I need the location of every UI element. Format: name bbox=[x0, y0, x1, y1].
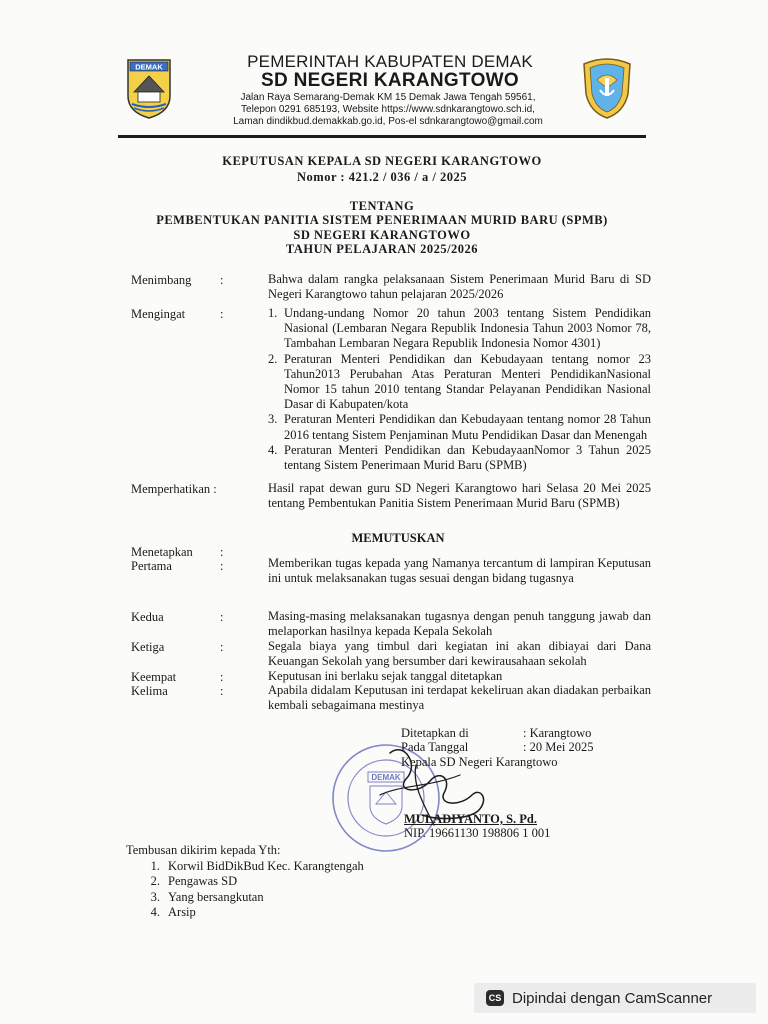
list-item bbox=[126, 890, 364, 906]
camscanner-text: Dipindai dengan CamScanner bbox=[512, 989, 713, 1007]
keempat-text: Keputusan ini berlaku sejak tanggal ditetapkan bbox=[268, 669, 503, 683]
principal-nip: NIP. 19661130 198806 1 001 bbox=[404, 826, 551, 840]
header-divider bbox=[118, 135, 646, 138]
list-item bbox=[268, 306, 651, 352]
list-item bbox=[126, 859, 364, 875]
decree-subject-2: SD NEGERI KARANGTOWO bbox=[293, 228, 471, 242]
list-item bbox=[126, 905, 364, 921]
memperhatikan-text: Hasil rapat dewan guru SD Negeri Karangtowo hari Selasa 20 Mei 2025 tentang Pembentukan Panitia Sistem Penerimaan Murid Baru (SPMB) bbox=[268, 481, 651, 511]
list-item-number: 1. bbox=[268, 306, 278, 320]
kelima-colon: : bbox=[220, 684, 224, 698]
list-item-text: Pengawas SD bbox=[168, 874, 238, 888]
left-logo-text: DEMAK bbox=[135, 62, 163, 72]
list-item-number: 4. bbox=[268, 442, 278, 457]
list-item-number: 1. bbox=[150, 858, 160, 873]
menetapkan-colon: : bbox=[220, 545, 224, 559]
kedua-colon: : bbox=[220, 610, 224, 624]
list-item bbox=[268, 443, 651, 473]
keempat-label: Keempat bbox=[131, 670, 177, 684]
decree-number: Nomor : 421.2 / 036 / a / 2025 bbox=[297, 170, 467, 184]
menimbang-colon: : bbox=[220, 273, 224, 287]
tembusan-heading: Tembusan dikirim kepada Yth: bbox=[126, 843, 281, 857]
menimbang-label: Menimbang bbox=[131, 273, 192, 287]
decree-subject-3: TAHUN PELAJARAN 2025/2026 bbox=[285, 242, 479, 256]
pertama-label: Pertama bbox=[131, 559, 172, 573]
list-item-number: 2. bbox=[268, 351, 278, 366]
pertama-colon: : bbox=[220, 559, 224, 573]
demak-regency-crest-icon bbox=[124, 56, 174, 120]
kelima-text: Apabila didalam Keputusan ini terdapat kekeliruan akan diadakan perbaikan kembali sebagaimana mestinya bbox=[268, 683, 651, 713]
list-item-text: Undang-undang Nomor 20 tahun 2003 tentang Sistem Pendidikan Nasional (Lembaran Negara Republik Indonesia Tahun 2003 Nomor 78, Tambahan Lembaran Negara Republik Indonesia Nomor 4301) bbox=[284, 306, 651, 351]
list-item-text: Yang bersangkutan bbox=[168, 889, 264, 904]
mengingat-label: Mengingat bbox=[131, 307, 186, 321]
list-item-text: Korwil BidDikBud Kec. Karangtengah bbox=[168, 858, 364, 873]
government-name: PEMERINTAH KABUPATEN DEMAK bbox=[247, 52, 533, 71]
list-item-number: 3. bbox=[150, 889, 160, 904]
pertama-text: Memberikan tugas kepada yang Namanya tercantum di lampiran Keputusan ini untuk melaksanakan tugas sesuai dengan bidang tugasnya bbox=[268, 556, 651, 586]
camscanner-watermark bbox=[474, 983, 756, 1013]
list-item-text: Peraturan Menteri Pendidikan dan Kebudayaan tentang nomor 23 Tahun2013 Perubahan Atas Peraturan Menteri PendidikanNasional Nomor 15 tahun 2010 tentang Standar Pelayanan Pendidikan Nasional Dasar di Kabupaten/kota bbox=[284, 351, 651, 412]
address-line-3: Laman dindikbud.demakkab.go.id, Pos-el sdnkarangtowo@gmail.com bbox=[233, 116, 543, 127]
ditetapkan-label: Ditetapkan di bbox=[401, 726, 469, 740]
tembusan-list bbox=[126, 859, 364, 921]
kelima-label: Kelima bbox=[131, 684, 168, 698]
mengingat-list bbox=[268, 306, 651, 473]
camscanner-logo-icon: CS bbox=[486, 990, 504, 1006]
list-item-number: 2. bbox=[150, 874, 160, 888]
list-item bbox=[268, 412, 651, 442]
address-line-2: Telepon 0291 685193, Website https://www.sdnkarangtowo.sch.id, bbox=[241, 104, 535, 115]
ditetapkan-value: : Karangtowo bbox=[523, 726, 592, 740]
ketiga-colon: : bbox=[220, 640, 224, 654]
tut-wuri-handayani-emblem-icon bbox=[580, 54, 634, 120]
keempat-colon: : bbox=[220, 670, 224, 684]
list-item bbox=[268, 352, 651, 413]
decree-subject-1: PEMBENTUKAN PANITIA SISTEM PENERIMAAN MURID BARU (SPMB) bbox=[156, 213, 608, 227]
list-item bbox=[126, 874, 364, 890]
ketiga-label: Ketiga bbox=[131, 640, 165, 654]
stamp-text: DEMAK bbox=[371, 773, 401, 782]
tembusan-block bbox=[126, 843, 364, 921]
principal-name: MULADIYANTO, S. Pd. bbox=[404, 812, 538, 826]
list-item-text: Peraturan Menteri Pendidikan dan Kebudayaan tentang nomor 28 Tahun 2016 tentang Sistem Penjaminan Mutu Pendidikan Dasar dan Menengah bbox=[284, 412, 651, 442]
school-name: SD NEGERI KARANGTOWO bbox=[261, 70, 519, 91]
list-item-text: Peraturan Menteri Pendidikan dan KebudayaanNomor 3 Tahun 2025 tentang Sistem Penerimaan Murid Baru (SPMB) bbox=[284, 442, 651, 473]
menimbang-text: Bahwa dalam rangka pelaksanaan Sistem Penerimaan Murid Baru di SD Negeri Karangtowo tahun pelajaran 2025/2026 bbox=[268, 272, 651, 302]
list-item-number: 3. bbox=[268, 412, 278, 427]
ketiga-text: Segala biaya yang timbul dari kegiatan ini akan dibiayai dari Dana Keuangan Sekolah yang bersumber dari kewirausahaan sekolah bbox=[268, 639, 651, 669]
kedua-text: Masing-masing melaksanakan tugasnya dengan penuh tanggung jawab dan melaporkan hasilnya kepada Kepala Sekolah bbox=[268, 609, 651, 639]
list-item-number: 4. bbox=[150, 905, 160, 919]
list-item-text: Arsip bbox=[168, 905, 196, 919]
decree-title: KEPUTUSAN KEPALA SD NEGERI KARANGTOWO bbox=[222, 154, 542, 168]
tanggal-label: Pada Tanggal bbox=[401, 740, 469, 754]
decree-about: TENTANG bbox=[349, 199, 415, 213]
address-line-1: Jalan Raya Semarang-Demak KM 15 Demak Jawa Tengah 59561, bbox=[240, 92, 536, 103]
mengingat-colon: : bbox=[220, 307, 224, 321]
kedua-label: Kedua bbox=[131, 610, 164, 624]
tanggal-value: : 20 Mei 2025 bbox=[523, 740, 594, 754]
menetapkan-label: Menetapkan bbox=[131, 545, 193, 559]
principal-position: Kepala SD Negeri Karangtowo bbox=[401, 755, 558, 769]
memperhatikan-label: Memperhatikan : bbox=[131, 482, 217, 496]
memutuskan-heading: MEMUTUSKAN bbox=[351, 531, 445, 545]
